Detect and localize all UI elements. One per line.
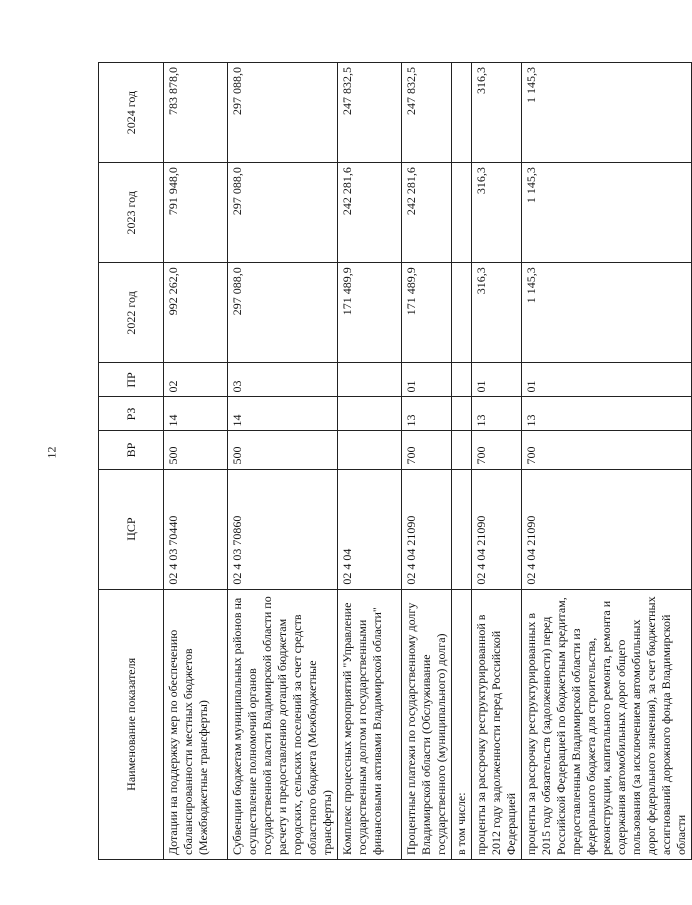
row-2022: 1 145,3	[522, 263, 692, 363]
row-vr	[338, 431, 402, 469]
table-row	[402, 63, 452, 860]
header-csr: ЦСР	[99, 469, 164, 589]
row-2024: 247 832,5	[402, 63, 452, 163]
table-row	[164, 63, 228, 860]
row-name: Дотации на поддержку мер по обеспечению сбалансированности местных бюджетов (Межбюджетные трансферты)	[164, 589, 228, 859]
row-2023: 791 948,0	[164, 163, 228, 263]
table-row	[472, 63, 522, 860]
row-2024: 783 878,0	[164, 63, 228, 163]
header-2022: 2022 год	[99, 263, 164, 363]
table-row	[522, 63, 692, 860]
row-name: Субвенции бюджетам муниципальных районов на осуществление полномочий органов государственной власти Владимирской области по расчету и предоставлению дотаций бюджетам городских, сельских поселений за счет средств областного бюджета (Межбюджетные трансферты)	[228, 589, 338, 859]
row-name: проценты за рассрочку реструктурированной в 2012 году задолженности перед Российской Федерацией	[472, 589, 522, 859]
row-csr: 02 4 03 70440	[164, 469, 228, 589]
row-name: Процентные платежи по государственному долгу Владимирской области (Обслуживание государственного (муниципального) долга)	[402, 589, 452, 859]
header-pr: ПР	[99, 363, 164, 397]
row-name: в том числе:	[452, 589, 472, 859]
header-rz: РЗ	[99, 397, 164, 431]
row-2023	[452, 163, 472, 263]
row-2022	[452, 263, 472, 363]
row-pr: 01	[522, 363, 692, 397]
table-header-row	[99, 63, 164, 860]
table-row	[228, 63, 338, 860]
row-2024: 316,3	[472, 63, 522, 163]
row-2024: 297 088,0	[228, 63, 338, 163]
row-2022: 992 262,0	[164, 263, 228, 363]
header-vr: ВР	[99, 431, 164, 469]
budget-table	[98, 62, 692, 860]
rotated-table-container	[98, 62, 688, 860]
row-vr: 500	[164, 431, 228, 469]
row-2022: 171 489,9	[338, 263, 402, 363]
row-rz: 14	[164, 397, 228, 431]
row-vr	[452, 431, 472, 469]
row-rz: 14	[228, 397, 338, 431]
row-2023: 1 145,3	[522, 163, 692, 263]
row-2023: 297 088,0	[228, 163, 338, 263]
row-pr: 01	[402, 363, 452, 397]
row-2024: 247 832,5	[338, 63, 402, 163]
table-row	[338, 63, 402, 860]
table-row	[452, 63, 472, 860]
row-2023: 316,3	[472, 163, 522, 263]
row-rz	[338, 397, 402, 431]
row-vr: 500	[228, 431, 338, 469]
row-vr: 700	[472, 431, 522, 469]
row-pr: 01	[472, 363, 522, 397]
row-csr: 02 4 04 21090	[472, 469, 522, 589]
row-rz: 13	[472, 397, 522, 431]
row-vr: 700	[522, 431, 692, 469]
row-pr	[338, 363, 402, 397]
row-name: проценты за рассрочку реструктурированных в 2015 году обязательств (задолженности) перед Российской Федерацией по бюджетным кредитам, предоставленным Владимирской области из федерального бюджета для строительства, реконструкции, капитального ремонта, ремонта и содержания автомобильных дорог общего пользования (за исключением автомобильных дорог федерального значения), за счет бюджетных ассигнований дорожного фонда Владимирской области	[522, 589, 692, 859]
row-csr: 02 4 03 70860	[228, 469, 338, 589]
row-2022: 316,3	[472, 263, 522, 363]
row-name: Комплекс процессных мероприятий "Управление государственным долгом и государственными финансовыми активами Владимирской области"	[338, 589, 402, 859]
row-2024	[452, 63, 472, 163]
row-csr: 02 4 04 21090	[402, 469, 452, 589]
row-pr	[452, 363, 472, 397]
row-pr: 02	[164, 363, 228, 397]
header-2024: 2024 год	[99, 63, 164, 163]
row-2022: 171 489,9	[402, 263, 452, 363]
header-2023: 2023 год	[99, 163, 164, 263]
row-csr: 02 4 04 21090	[522, 469, 692, 589]
row-vr: 700	[402, 431, 452, 469]
row-rz	[452, 397, 472, 431]
row-rz: 13	[522, 397, 692, 431]
row-2024: 1 145,3	[522, 63, 692, 163]
row-2023: 242 281,6	[338, 163, 402, 263]
header-name: Наименование показателя	[99, 589, 164, 859]
row-csr: 02 4 04	[338, 469, 402, 589]
row-2022: 297 088,0	[228, 263, 338, 363]
row-pr: 03	[228, 363, 338, 397]
row-csr	[452, 469, 472, 589]
row-2023: 242 281,6	[402, 163, 452, 263]
page-number: 12	[44, 446, 59, 459]
row-rz: 13	[402, 397, 452, 431]
